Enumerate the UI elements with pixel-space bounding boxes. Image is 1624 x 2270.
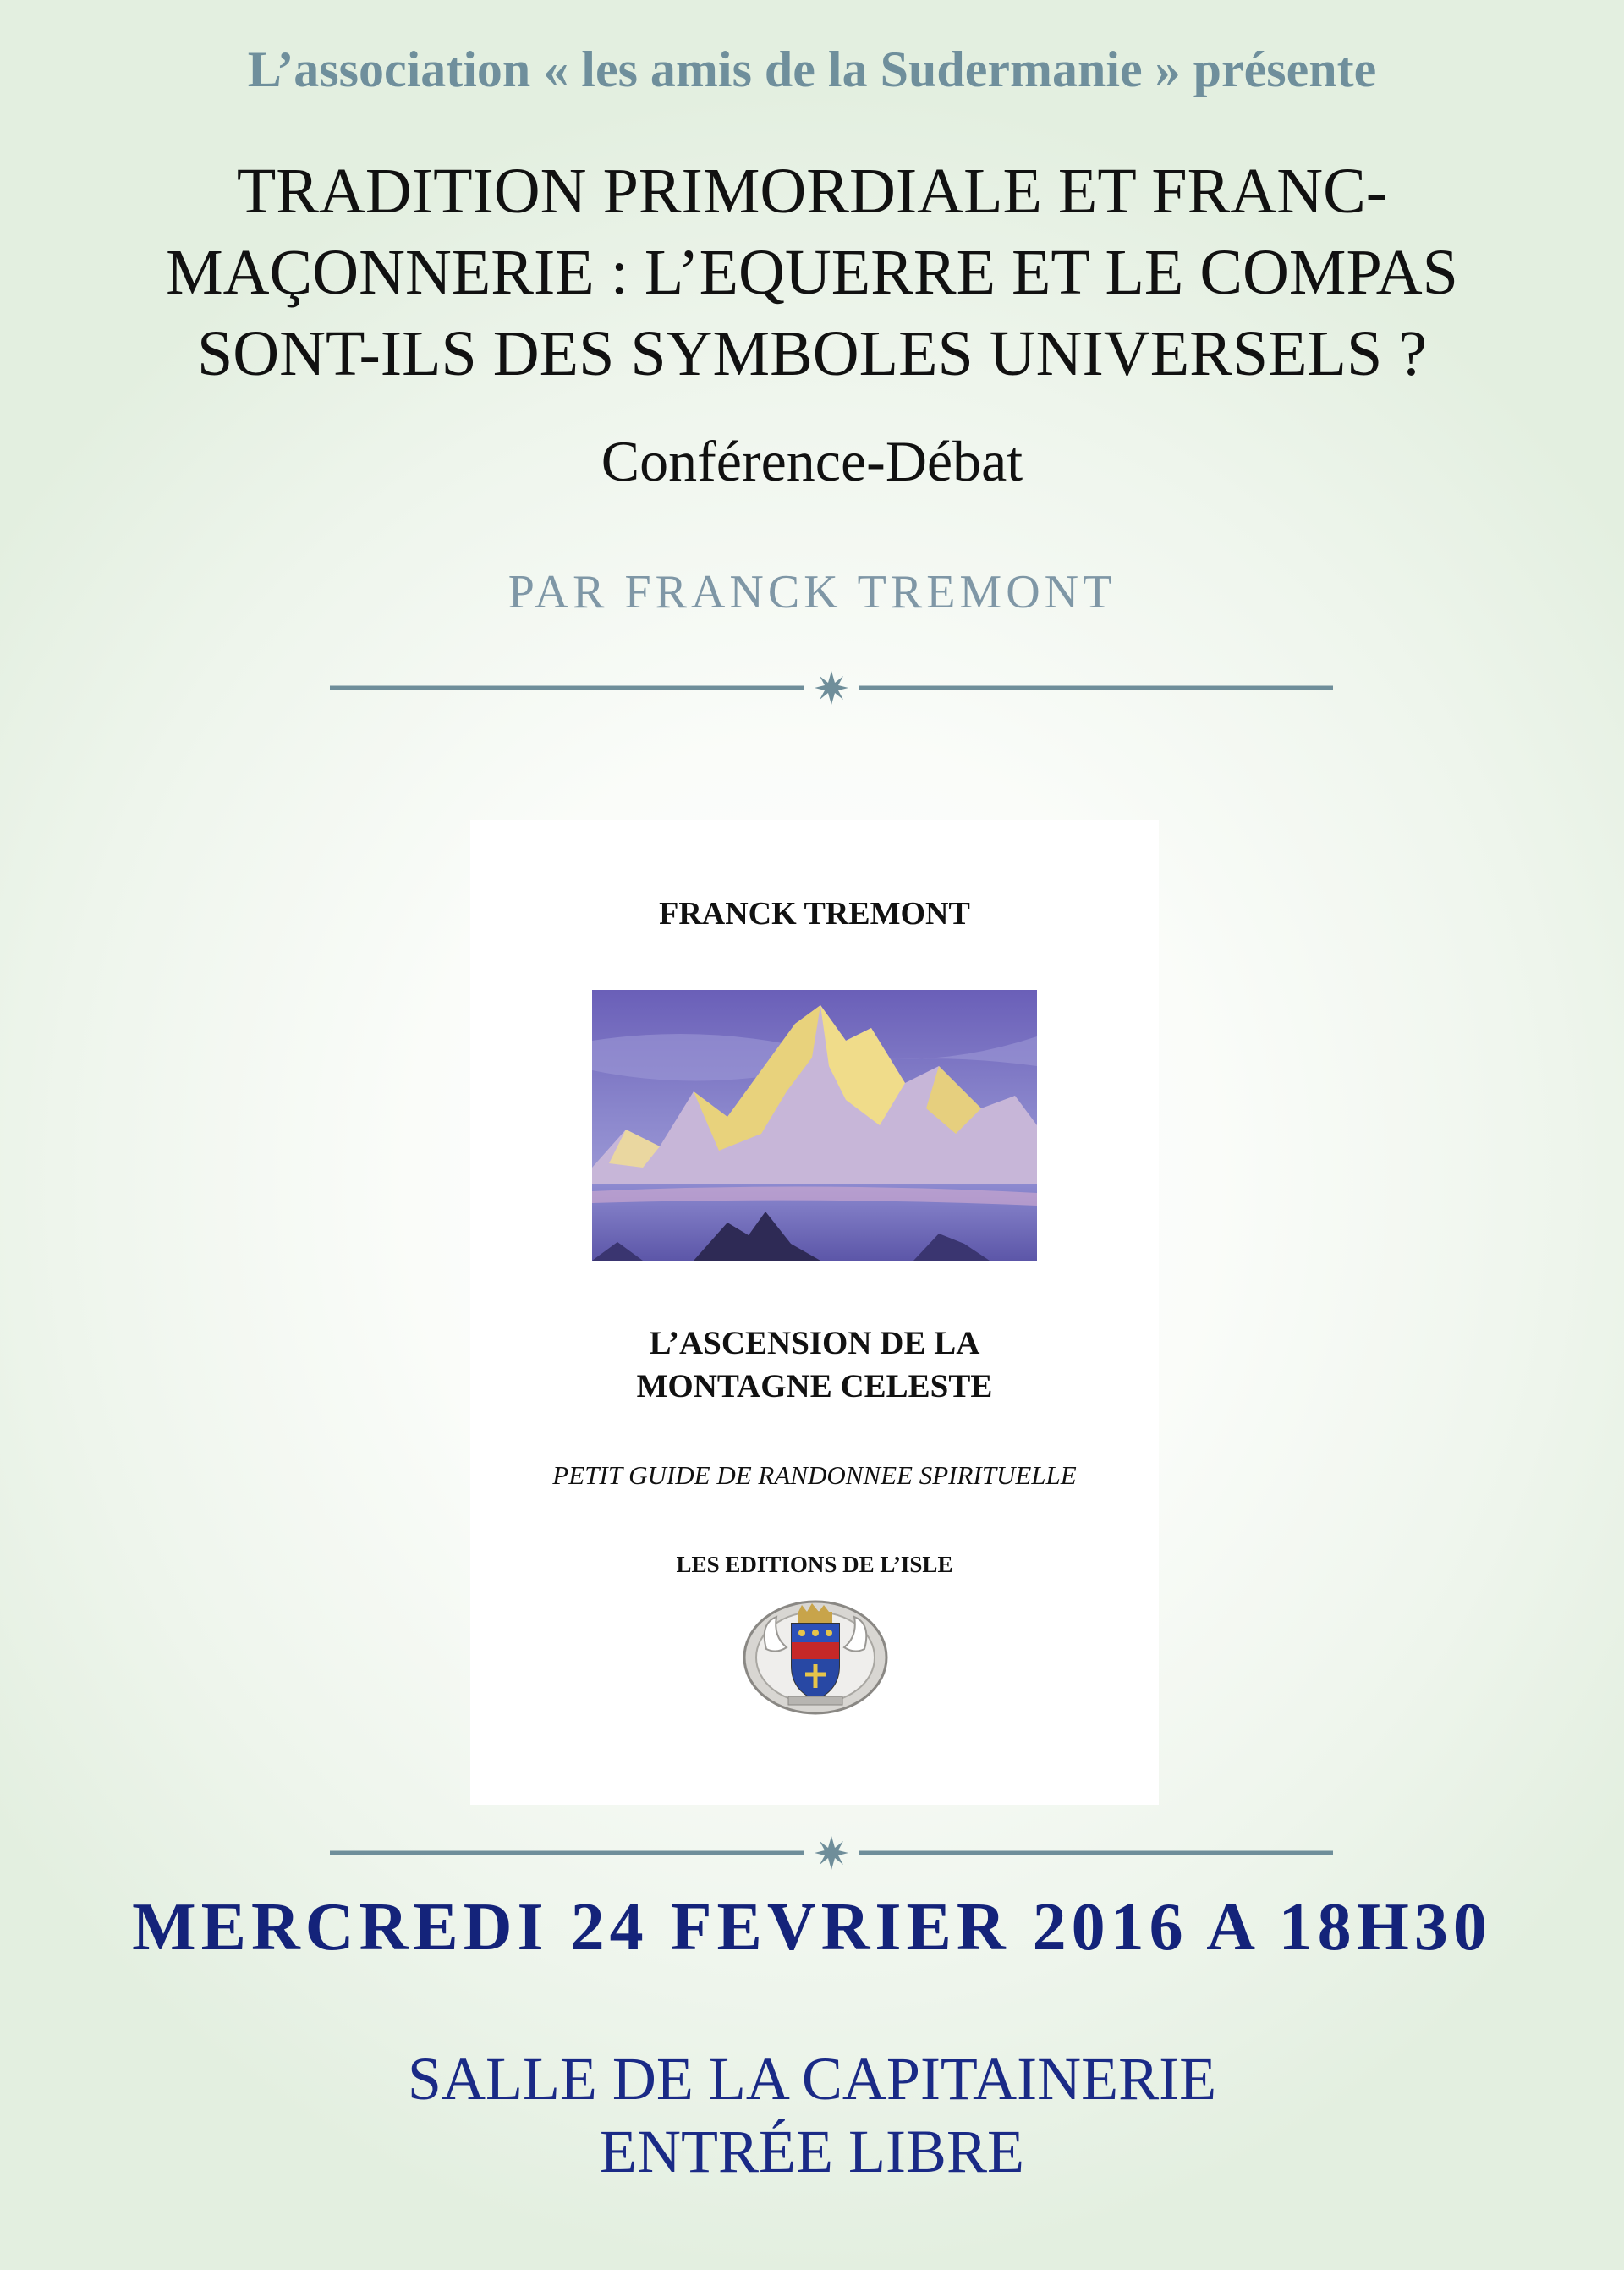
event-venue: SALLE DE LA CAPITAINERIE [407, 2045, 1217, 2113]
book-cover [470, 820, 1159, 1805]
divider-top [330, 671, 1333, 705]
coat-of-arms-icon [743, 1598, 888, 1717]
event-admission: ENTRÉE LIBRE [600, 2118, 1024, 2185]
event-title [0, 151, 1624, 394]
book-subtitle: PETIT GUIDE DE RANDONNEE SPIRITUELLE [552, 1460, 1077, 1490]
book-author: FRANCK TREMONT [659, 896, 970, 932]
event-date: MERCREDI 24 FEVRIER 2016 A 18H30 [132, 1890, 1492, 1965]
divider-bottom [330, 1836, 1333, 1870]
speaker-name: PAR FRANCK TREMONT [508, 566, 1116, 618]
book-title-line-2: MONTAGNE CELESTE [636, 1368, 993, 1404]
star-ornament-icon [815, 1836, 848, 1870]
book-publisher: LES EDITIONS DE L’ISLE [676, 1552, 953, 1577]
event-title-line-3: SONT-ILS DES SYMBOLES UNIVERSELS ? [197, 318, 1427, 389]
event-type: Conférence-Débat [601, 429, 1023, 493]
book-title [470, 1322, 1159, 1408]
star-ornament-icon [815, 671, 848, 705]
mountain-painting [592, 990, 1037, 1261]
event-title-line-2: MAÇONNERIE : L’EQUERRE ET LE COMPAS [166, 237, 1458, 308]
book-title-line-1: L’ASCENSION DE LA [649, 1325, 980, 1361]
event-venue-block [0, 2042, 1624, 2188]
presenter-line: L’association « les amis de la Sudermanie » présente [247, 41, 1377, 97]
event-title-line-1: TRADITION PRIMORDIALE ET FRANC- [236, 156, 1388, 227]
